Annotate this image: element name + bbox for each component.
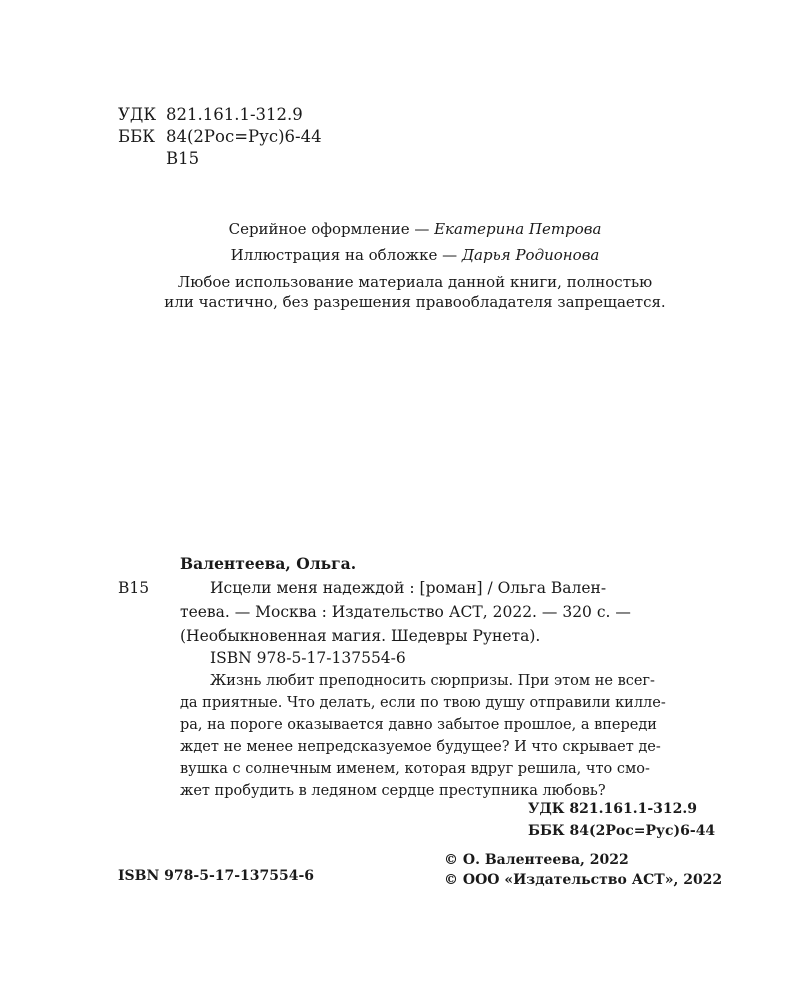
- cover-illustration-label: Иллюстрация на обложке —: [230, 246, 462, 264]
- abstract-line: ждет не менее непредсказуемое будущее? И что скрывает де-: [180, 739, 661, 755]
- footer-isbn: ISBN 978-5-17-137554-6: [118, 868, 315, 884]
- abstract-line: жет пробудить в ледяном сердце преступника любовь?: [180, 783, 606, 799]
- udk-label: УДК: [118, 105, 157, 124]
- cover-illustration-name: Дарья Родионова: [461, 246, 600, 264]
- catalog-author-mark: В15: [118, 579, 150, 597]
- catalog-description: [180, 576, 720, 648]
- catalog-author-heading: Валентеева, Ольга.: [180, 554, 357, 573]
- bbk-value: 84(2Рос=Рус)6-44: [166, 127, 322, 146]
- udk-block: [118, 104, 322, 170]
- bbk-label: ББК: [118, 127, 156, 146]
- udk-value: 821.161.1-312.9: [166, 105, 303, 124]
- catalog-codes: [528, 798, 715, 842]
- description-line: теева. — Москва : Издательство АСТ, 2022. — 320 с. —: [180, 603, 631, 621]
- catalog-isbn: ISBN 978-5-17-137554-6: [210, 649, 406, 667]
- copyright-publisher: © ООО «Издательство АСТ», 2022: [444, 872, 723, 888]
- abstract-line: ра, на пороге оказывается давно забытое прошлое, а впереди: [180, 717, 657, 733]
- catalog-bbk: ББК 84(2Рос=Рус)6-44: [528, 823, 716, 839]
- catalog-abstract: [180, 670, 720, 802]
- udk-line: [118, 104, 322, 126]
- abstract-line: Жизнь любит преподносить сюрпризы. При этом не всег-: [210, 673, 655, 689]
- catalog-udk: УДК 821.161.1-312.9: [528, 801, 698, 817]
- bbk-line: [118, 126, 322, 148]
- copyright-notice-line: Любое использование материала данной книги, полностью: [177, 273, 653, 291]
- author-mark-top: В15: [166, 149, 200, 168]
- abstract-line: да приятные. Что делать, если по твою душу отправили килле-: [180, 695, 666, 711]
- description-line: (Необыкновенная магия. Шедевры Рунета).: [180, 627, 541, 645]
- cover-illustration-credit: [0, 246, 800, 264]
- series-design-credit: [0, 220, 800, 238]
- series-design-name: Екатерина Петрова: [434, 220, 602, 238]
- series-design-label: Серийное оформление —: [228, 220, 435, 238]
- copyright-notice-line: или частично, без разрешения правообладателя запрещается.: [164, 293, 666, 311]
- abstract-line: вушка с солнечным именем, которая вдруг решила, что смо-: [180, 761, 650, 777]
- copyright-notice: [0, 272, 800, 312]
- description-line: Исцели меня надеждой : [роман] / Ольга Вален-: [210, 579, 607, 597]
- footer-copyrights: [444, 850, 722, 890]
- copyright-author: © О. Валентеева, 2022: [444, 852, 629, 868]
